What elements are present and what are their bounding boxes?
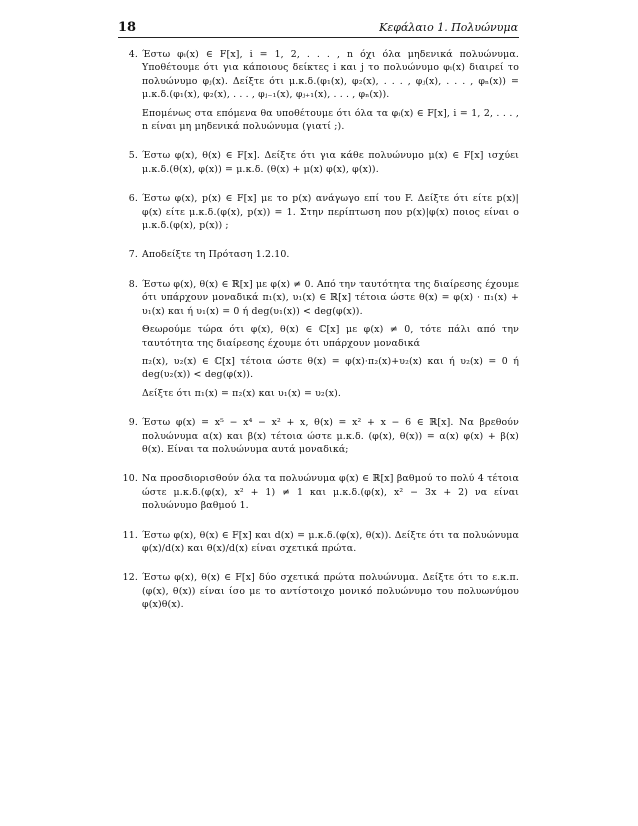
exercise-number: 9.: [128, 417, 138, 429]
exercise-10: [118, 472, 519, 512]
exercise-7: [118, 248, 519, 261]
exercise-number: 7.: [128, 249, 138, 261]
exercise-paragraph: Θεωρούμε τώρα ότι φ(x), θ(x) ∈ ℂ[x] με φ(x) ≠ 0, τότε πάλι από την ταυτότητα της διαίρεσης έχουμε ότι υπάρχουν μοναδικά: [142, 324, 519, 349]
exercise-paragraph: Δείξτε ότι π₁(x) = π₂(x) και υ₁(x) = υ₂(x).: [142, 387, 342, 399]
exercise-6: [118, 192, 519, 232]
exercise-number: 4.: [128, 49, 138, 60]
exercise-number: 5.: [128, 150, 138, 162]
exercise-paragraph: Να προσδιορισθούν όλα τα πολυώνυμα φ(x) ∈ ℝ[x] βαθμού το πολύ 4 τέτοια ώστε μ.κ.δ.(φ(x), x² + 1) ≠ 1 και μ.κ.δ.(φ(x), x² − 3x + 2) να είναι πολυώνυμο βαθμού 1.: [142, 473, 519, 512]
exercise-number: 8.: [128, 278, 138, 290]
exercise-number: 10.: [122, 473, 138, 485]
exercise-paragraph: Έστω φ(x), θ(x) ∈ F[x]. Δείξτε ότι για κάθε πολυώνυμο μ(x) ∈ F[x] ισχύει μ.κ.δ.(θ(x), φ(x)) = μ.κ.δ. (θ(x) + μ(x) φ(x), φ(x)).: [142, 150, 519, 175]
exercise-paragraph: Έστω φ(x), θ(x) ∈ F[x] δύο σχετικά πρώτα πολυώνυμα. Δείξτε ότι το ε.κ.π.(φ(x), θ(x)) είναι ίσο με το αντίστοιχο μονικό πολυώνυμο του πολυωνύμου φ(x)θ(x).: [142, 572, 519, 611]
exercise-paragraph: Έστω φ(x) = x⁵ − x⁴ − x² + x, θ(x) = x² + x − 6 ∈ ℝ[x]. Να βρεθούν πολυώνυμα α(x) και β(x) τέτοια ώστε μ.κ.δ. (φ(x), θ(x)) = α(x) φ(x) + β(x) θ(x). Είναι τα πολυώνυμα αυτά μοναδικά;: [142, 417, 519, 455]
exercise-11: [118, 529, 519, 556]
header-rule: [118, 37, 519, 38]
exercise-number: 6.: [128, 193, 138, 205]
page-number: 18: [118, 20, 137, 35]
exercise-number: 12.: [122, 572, 138, 584]
exercise-paragraph: Έστω φ(x), p(x) ∈ F[x] με το p(x) ανάγωγο επί του F. Δείξτε ότι είτε p(x)|φ(x) είτε μ.κ.δ.(φ(x), p(x)) = 1. Στην περίπτωση που p(x)|φ(x) ποιος είναι ο μ.κ.δ.(φ(x), p(x)) ;: [142, 193, 519, 232]
exercise-8: [118, 278, 519, 400]
exercise-5: [118, 149, 519, 176]
running-head: Κεφάλαιο 1. Πολυώνυμα: [379, 21, 518, 34]
exercise-paragraph: Επομένως στα επόμενα θα υποθέτουμε ότι όλα τα φᵢ(x) ∈ F[x], i = 1, 2, . . . , n είναι μη μηδενικά πολυώνυμα (γιατί ;).: [142, 107, 519, 133]
exercise-paragraph: Αποδείξτε τη Πρόταση 1.2.10.: [142, 249, 290, 261]
exercise-paragraph: Έστω φᵢ(x) ∈ F[x], i = 1, 2, . . . , n όχι όλα μηδενικά πολυώνυμα. Υποθέτουμε ότι για κάποιους δείκτες i και j το πολυώνυμο φᵢ(x) διαιρεί το πολυώνυμο φⱼ(x). Δείξτε ότι μ.κ.δ.(φ₁(x), φ₂(x), . . . , φⱼ(x), . . . , φₙ(x)) = μ.κ.δ.(φ₁(x), φ₂(x), . . . , φⱼ₋₁(x), φⱼ₊₁(x), . . . , φₙ(x)).: [142, 49, 519, 101]
exercise-12: [118, 571, 519, 611]
exercise-number: 11.: [122, 529, 138, 541]
exercise-list: [118, 48, 519, 612]
exercise-paragraph: π₂(x), υ₂(x) ∈ ℂ[x] τέτοια ώστε θ(x) = φ(x)·π₂(x)+υ₂(x) και ή υ₂(x) = 0 ή deg(υ₂(x)) < deg(φ(x)).: [142, 355, 519, 381]
exercise-paragraph: Έστω φ(x), θ(x) ∈ ℝ[x] με φ(x) ≠ 0. Από την ταυτότητα της διαίρεσης έχουμε ότι υπάρχουν μοναδικά π₁(x), υ₁(x) ∈ ℝ[x] τέτοια ώστε θ(x) = φ(x) · π₁(x) + υ₁(x) και ή υ₁(x) = 0 ή deg(υ₁(x)) < deg(φ(x)).: [142, 278, 519, 317]
exercise-paragraph: Έστω φ(x), θ(x) ∈ F[x] και d(x) = μ.κ.δ.(φ(x), θ(x)). Δείξτε ότι τα πολυώνυμα φ(x)/d(x) και θ(x)/d(x) είναι σχετικά πρώτα.: [142, 529, 519, 554]
exercise-9: [118, 416, 519, 456]
exercise-4: [118, 48, 519, 133]
